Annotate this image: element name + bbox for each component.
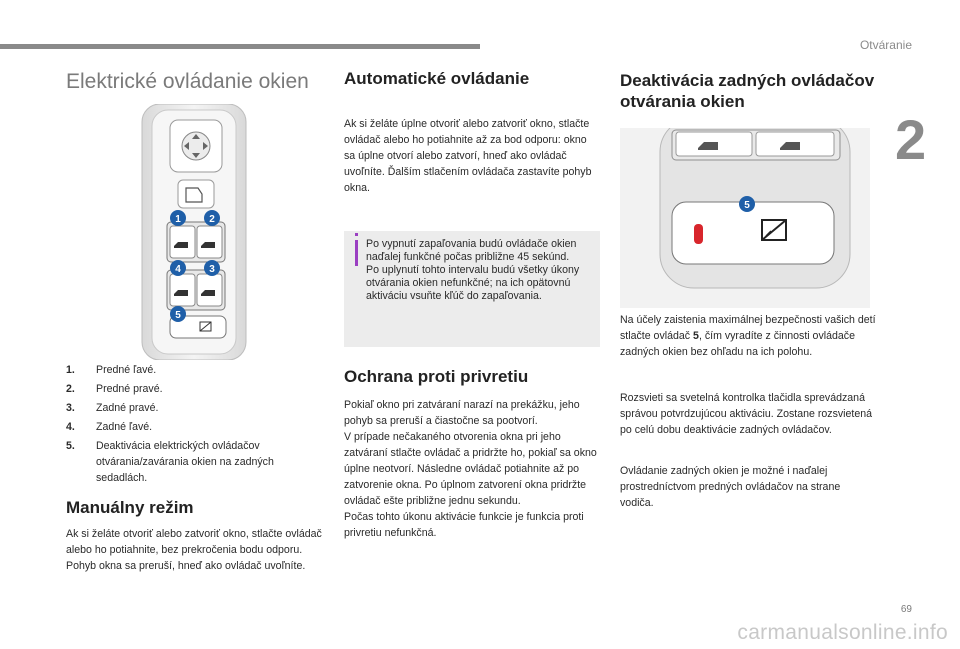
- top-rule: [0, 44, 480, 49]
- automatic-mode-text: Ak si želáte úplne otvoriť alebo zatvoriť okno, stlačte ovládač alebo ho potiahnite až za bod odporu: okno sa úplne otvorí alebo zatvorí, hneď ako ovládač uvoľníte. Ďalším stlačením ovládača zastavíte pohyb okna.: [344, 118, 592, 194]
- legend-item: 4. Zadné ľavé.: [66, 421, 153, 433]
- legend-item: 1. Predné ľavé.: [66, 364, 157, 376]
- rear-deactivation-heading: Deaktivácia zadných ovládačov otvárania okien: [620, 71, 875, 111]
- anti-pinch-heading: Ochrana proti privretiu: [344, 367, 529, 386]
- legend-item: 2. Predné pravé.: [66, 383, 163, 395]
- page-number: 69: [900, 604, 912, 615]
- anti-pinch-text: Pokiaľ okno pri zatváraní narazí na prekážku, jeho pohyb sa preruší a čiastočne sa pootvorí. V prípade nečakaného otvorenia okna pri jeho zatváraní stlačte ovládač a pridržte ho, pokiaľ sa okno úplne neotvorí. Následne ovládač potiahnite až po zatvorenie okna. Po úplnom zatvorení okna pridržte ovládač ešte približne jednu sekundu. Počas tohto úkonu aktivácie funkcie je funkcia proti privretiu nefunkčná.: [344, 399, 597, 539]
- manual-mode-text: Ak si želáte otvoriť alebo zatvoriť okno, stlačte ovládač alebo ho potiahnite, bez prekročenia bodu odporu. Pohyb okna sa preruší, hneď ako ovládač uvoľníte.: [66, 528, 322, 572]
- window-switch-panel-figure: [140, 104, 248, 360]
- figure-badge: 2: [209, 214, 215, 225]
- automatic-mode-heading: Automatické ovládanie: [344, 69, 530, 88]
- figure-badge: 1: [175, 214, 181, 225]
- rear-deactivation-switch-figure: [620, 128, 870, 308]
- figure-badge: 4: [175, 264, 181, 275]
- info-icon-bar: [355, 240, 358, 266]
- figure-badge: 5: [175, 310, 181, 321]
- figure-badge: 3: [209, 264, 215, 275]
- info-note-text: Po vypnutí zapaľovania budú ovládače okien naďalej funkčné počas približne 45 sekúnd. Po uplynutí tohto intervalu budú všetky úkony otvárania okien nefunkčné; na ich opätovnú aktiváciu vsuňte kľúč do zapaľovania.: [366, 238, 580, 302]
- manual-mode-heading: Manuálny režim: [66, 498, 194, 517]
- rear-deactivation-text-2: Rozsvieti sa svetelná kontrolka tlačidla sprevádzaná správou potvrdzujúcou aktiváciu. Zostane rozsvietená po celú dobu deaktivácie zadných ovládačov.: [620, 392, 873, 436]
- figure-badge: 5: [744, 200, 750, 211]
- info-note: [344, 231, 600, 347]
- chapter-number: 2: [895, 108, 927, 171]
- page-title: Elektrické ovládanie okien: [66, 70, 309, 93]
- rear-deactivation-text-1: Na účely zaistenia maximálnej bezpečnosti vašich detí stlačte ovládač 5, čím vyradíte z činnosti ovládače zadných okien bez ohľadu na ich polohu.: [620, 314, 876, 358]
- info-icon: [355, 233, 358, 236]
- rear-deactivation-text-3: Ovládanie zadných okien je možné i naďalej prostredníctvom predných ovládačov na strane vodiča.: [620, 465, 841, 509]
- legend-item: 5. Deaktivácia elektrických ovládačov otvárania/zavárania okien na zadných sedadlách.: [66, 440, 274, 484]
- watermark: carmanualsonline.info: [737, 621, 948, 644]
- legend-item: 3. Zadné pravé.: [66, 402, 159, 414]
- legend-list: [66, 362, 326, 489]
- section-label: Otváranie: [859, 38, 912, 52]
